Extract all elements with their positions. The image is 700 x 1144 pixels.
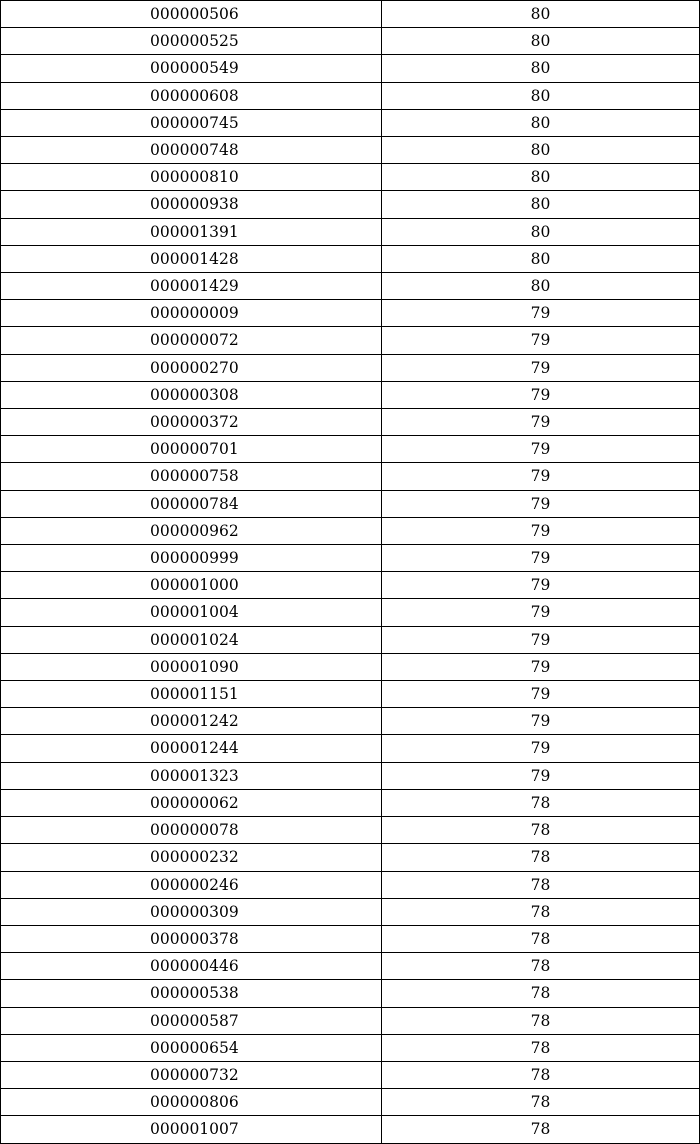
score-cell: 78 [382, 953, 700, 980]
score-cell: 80 [382, 137, 700, 164]
id-cell: 000000810 [1, 164, 382, 191]
id-cell: 000001151 [1, 681, 382, 708]
id-cell: 000000962 [1, 517, 382, 544]
table-row [1, 789, 700, 816]
id-cell: 000000549 [1, 55, 382, 82]
table-row [1, 490, 700, 517]
score-cell: 79 [382, 490, 700, 517]
table-row [1, 898, 700, 925]
table-row [1, 327, 700, 354]
score-cell: 79 [382, 626, 700, 653]
table-row [1, 1061, 700, 1088]
id-cell: 000000372 [1, 409, 382, 436]
table-row [1, 681, 700, 708]
score-cell: 78 [382, 844, 700, 871]
score-cell: 80 [382, 245, 700, 272]
score-cell: 79 [382, 572, 700, 599]
id-cell: 000001007 [1, 1116, 382, 1143]
id-cell: 000000525 [1, 28, 382, 55]
id-cell: 000001391 [1, 218, 382, 245]
table-row [1, 708, 700, 735]
id-cell: 000000538 [1, 980, 382, 1007]
table-row [1, 599, 700, 626]
score-cell: 79 [382, 327, 700, 354]
score-cell: 79 [382, 762, 700, 789]
table-row [1, 1089, 700, 1116]
table-row [1, 871, 700, 898]
id-cell: 000000608 [1, 82, 382, 109]
id-cell: 000001242 [1, 708, 382, 735]
table-row [1, 980, 700, 1007]
id-cell: 000000246 [1, 871, 382, 898]
table-row [1, 517, 700, 544]
id-cell: 000000784 [1, 490, 382, 517]
id-cell: 000000806 [1, 1089, 382, 1116]
id-cell: 000000938 [1, 191, 382, 218]
score-cell: 79 [382, 735, 700, 762]
table-row [1, 545, 700, 572]
table-row [1, 381, 700, 408]
table-row [1, 137, 700, 164]
score-cell: 79 [382, 517, 700, 544]
id-cell: 000000701 [1, 436, 382, 463]
score-cell: 78 [382, 789, 700, 816]
score-cell: 80 [382, 164, 700, 191]
table-row [1, 109, 700, 136]
id-cell: 000000758 [1, 463, 382, 490]
score-cell: 78 [382, 980, 700, 1007]
score-cell: 79 [382, 681, 700, 708]
score-cell: 80 [382, 273, 700, 300]
table-row [1, 572, 700, 599]
table-row [1, 463, 700, 490]
id-cell: 000001429 [1, 273, 382, 300]
score-cell: 78 [382, 1061, 700, 1088]
id-cell: 000001090 [1, 653, 382, 680]
table-row [1, 1, 700, 28]
table-row [1, 409, 700, 436]
id-cell: 000000078 [1, 817, 382, 844]
score-cell: 78 [382, 1034, 700, 1061]
score-cell: 79 [382, 300, 700, 327]
table-row [1, 164, 700, 191]
score-cell: 79 [382, 354, 700, 381]
table-row [1, 1034, 700, 1061]
score-cell: 79 [382, 409, 700, 436]
id-cell: 000001004 [1, 599, 382, 626]
table-row [1, 1116, 700, 1143]
table-row [1, 218, 700, 245]
id-cell: 000000745 [1, 109, 382, 136]
table-row [1, 273, 700, 300]
score-cell: 79 [382, 381, 700, 408]
id-cell: 000000446 [1, 953, 382, 980]
table-body [1, 1, 700, 1144]
table-row [1, 817, 700, 844]
id-cell: 000001244 [1, 735, 382, 762]
score-cell: 78 [382, 1089, 700, 1116]
id-cell: 000000232 [1, 844, 382, 871]
score-cell: 79 [382, 708, 700, 735]
id-cell: 000000062 [1, 789, 382, 816]
id-cell: 000000378 [1, 925, 382, 952]
id-cell: 000001323 [1, 762, 382, 789]
score-cell: 78 [382, 817, 700, 844]
score-cell: 80 [382, 82, 700, 109]
table-row [1, 28, 700, 55]
id-cell: 000000732 [1, 1061, 382, 1088]
id-cell: 000000270 [1, 354, 382, 381]
score-cell: 80 [382, 55, 700, 82]
id-cell: 000000748 [1, 137, 382, 164]
score-cell: 79 [382, 653, 700, 680]
table-row [1, 735, 700, 762]
table-row [1, 626, 700, 653]
table-row [1, 82, 700, 109]
id-cell: 000000999 [1, 545, 382, 572]
table-row [1, 436, 700, 463]
table-row [1, 300, 700, 327]
score-cell: 80 [382, 191, 700, 218]
id-cell: 000000654 [1, 1034, 382, 1061]
score-cell: 79 [382, 463, 700, 490]
score-cell: 78 [382, 898, 700, 925]
table-row [1, 354, 700, 381]
id-cell: 000000072 [1, 327, 382, 354]
score-cell: 78 [382, 871, 700, 898]
table-row [1, 925, 700, 952]
id-cell: 000000009 [1, 300, 382, 327]
table-row [1, 1007, 700, 1034]
table-row [1, 55, 700, 82]
score-cell: 79 [382, 545, 700, 572]
score-cell: 80 [382, 1, 700, 28]
score-cell: 78 [382, 1007, 700, 1034]
id-cell: 000000587 [1, 1007, 382, 1034]
id-cell: 000001024 [1, 626, 382, 653]
table-row [1, 762, 700, 789]
table-row [1, 191, 700, 218]
score-cell: 80 [382, 218, 700, 245]
score-cell: 78 [382, 925, 700, 952]
score-cell: 80 [382, 109, 700, 136]
score-cell: 80 [382, 28, 700, 55]
table-row [1, 653, 700, 680]
id-cell: 000001000 [1, 572, 382, 599]
id-cell: 000000309 [1, 898, 382, 925]
score-cell: 78 [382, 1116, 700, 1143]
id-cell: 000000308 [1, 381, 382, 408]
id-cell: 000001428 [1, 245, 382, 272]
table-row [1, 953, 700, 980]
table-row [1, 844, 700, 871]
table-row [1, 245, 700, 272]
score-cell: 79 [382, 436, 700, 463]
id-cell: 000000506 [1, 1, 382, 28]
score-cell: 79 [382, 599, 700, 626]
